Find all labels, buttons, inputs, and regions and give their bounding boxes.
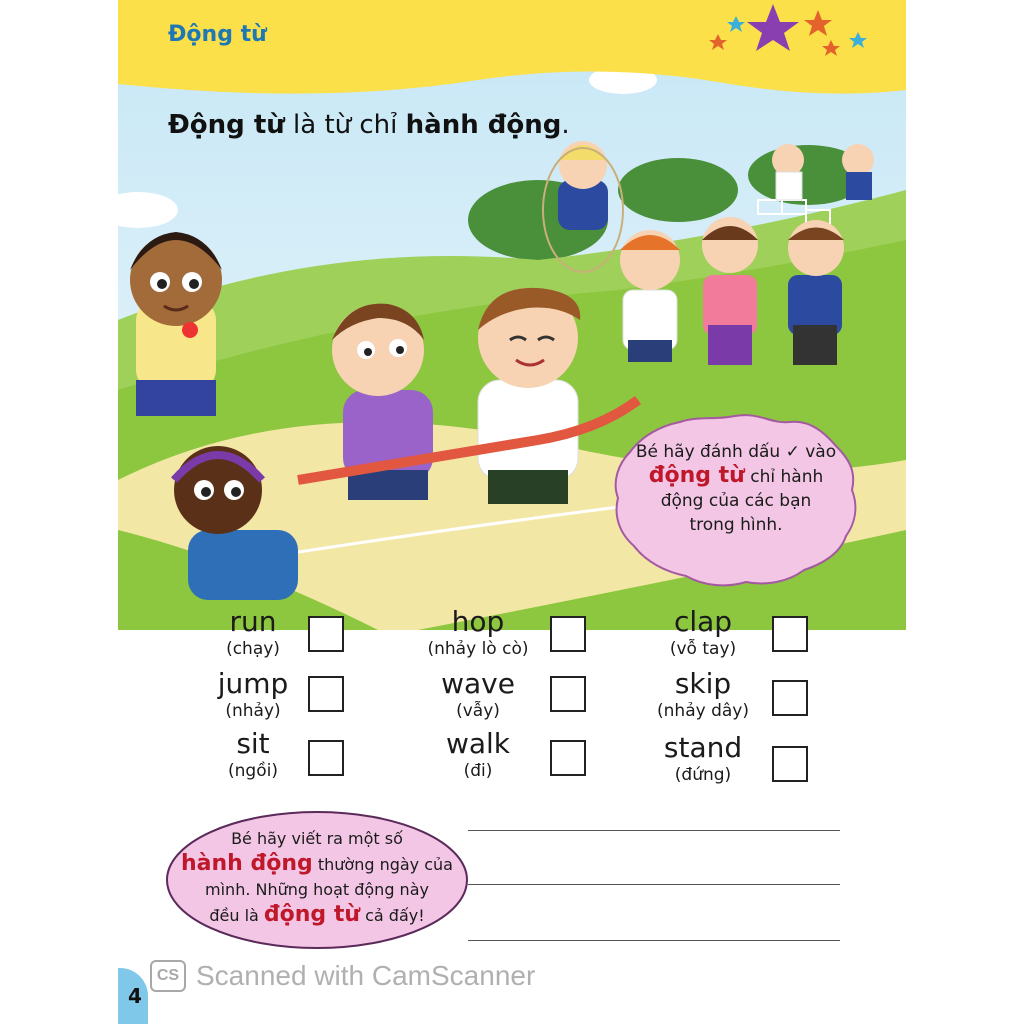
girl-waving [130, 232, 222, 416]
vocab-translation: (nhảy) [225, 701, 281, 721]
vocab-word: hop [451, 605, 505, 638]
vocab-item-hop [403, 606, 553, 660]
vocab-translation: (vỗ tay) [669, 639, 737, 659]
vocab-word: stand [663, 731, 743, 764]
checkbox-clap[interactable] [772, 616, 808, 652]
write-line-2-rest: thường ngày của [312, 855, 453, 874]
vocab-translation: (chạy) [226, 639, 280, 659]
checkbox-sit[interactable] [308, 740, 344, 776]
vocab-item-sit [178, 728, 328, 782]
write-line-4-end: cả đấy! [360, 906, 425, 925]
vocab-word: jump [217, 667, 289, 700]
write-highlight-action: hành động [181, 851, 313, 876]
intro-end: . [561, 110, 570, 140]
instruction-line-2 [614, 464, 858, 489]
boy-medal [620, 230, 680, 362]
checkbox-walk[interactable] [550, 740, 586, 776]
instruction-line-4: trong hình. [689, 515, 783, 535]
vocab-word: sit [236, 727, 270, 760]
watermark-text: Scanned with CamScanner [196, 960, 536, 991]
checkbox-skip[interactable] [772, 680, 808, 716]
vocab-translation: (đi) [463, 761, 493, 781]
girl-clapping [702, 217, 758, 365]
vocab-item-skip [628, 668, 778, 722]
vocab-translation: (đứng) [674, 765, 732, 785]
write-highlight-verb: động từ [263, 902, 361, 927]
vocab-translation: (nhảy lò cò) [427, 639, 529, 659]
writing-line-1[interactable] [468, 830, 840, 831]
vocab-word: skip [674, 667, 732, 700]
vocab-item-stand [628, 732, 778, 786]
instruction-line-1: Bé hãy đánh dấu ✓ vào [635, 442, 837, 462]
write-line-4 [170, 902, 464, 928]
intro-sentence [168, 110, 570, 140]
boy-white-shirt [478, 288, 580, 504]
page-number: 4 [128, 984, 142, 1008]
write-line-4-start: đều là [209, 906, 264, 925]
boy-walking [788, 220, 844, 365]
vocab-word: wave [441, 667, 515, 700]
page-title: Động từ [168, 22, 267, 47]
header-wave-decoration [118, 0, 906, 110]
write-bubble [170, 826, 464, 928]
vocab-word: walk [445, 727, 511, 760]
write-line-1: Bé hãy viết ra một số [231, 829, 403, 848]
checkbox-jump[interactable] [308, 676, 344, 712]
writing-line-3[interactable] [468, 940, 840, 941]
checkbox-hop[interactable] [550, 616, 586, 652]
vocab-item-wave [403, 668, 553, 722]
instruction-line-2-rest: chỉ hành [744, 467, 824, 487]
instruction-bubble [614, 440, 858, 537]
vocab-translation: (ngồi) [228, 761, 278, 781]
workbook-page [118, 0, 906, 1024]
instruction-line-3: động của các bạn [660, 491, 812, 511]
write-line-2 [170, 851, 464, 877]
checkbox-run[interactable] [308, 616, 344, 652]
header-band [118, 0, 906, 110]
intro-middle: là từ chỉ [284, 110, 406, 140]
intro-term: Động từ [168, 110, 285, 140]
vocab-word: run [229, 605, 277, 638]
instruction-highlight: động từ [648, 463, 745, 488]
camscanner-logo-icon: CS [150, 960, 186, 992]
vocab-item-walk [403, 728, 553, 782]
intro-action: hành động [405, 110, 562, 140]
checkbox-wave[interactable] [550, 676, 586, 712]
scanner-watermark [150, 960, 535, 992]
vocab-item-clap [628, 606, 778, 660]
writing-line-2[interactable] [468, 884, 840, 885]
vocab-word: clap [673, 605, 733, 638]
vocab-item-run [178, 606, 328, 660]
write-line-3: mình. Những hoạt động này [205, 880, 429, 899]
vocab-translation: (vẫy) [456, 701, 500, 721]
vocab-translation: (nhảy dây) [657, 701, 749, 721]
checkbox-stand[interactable] [772, 746, 808, 782]
vocab-item-jump [178, 668, 328, 722]
